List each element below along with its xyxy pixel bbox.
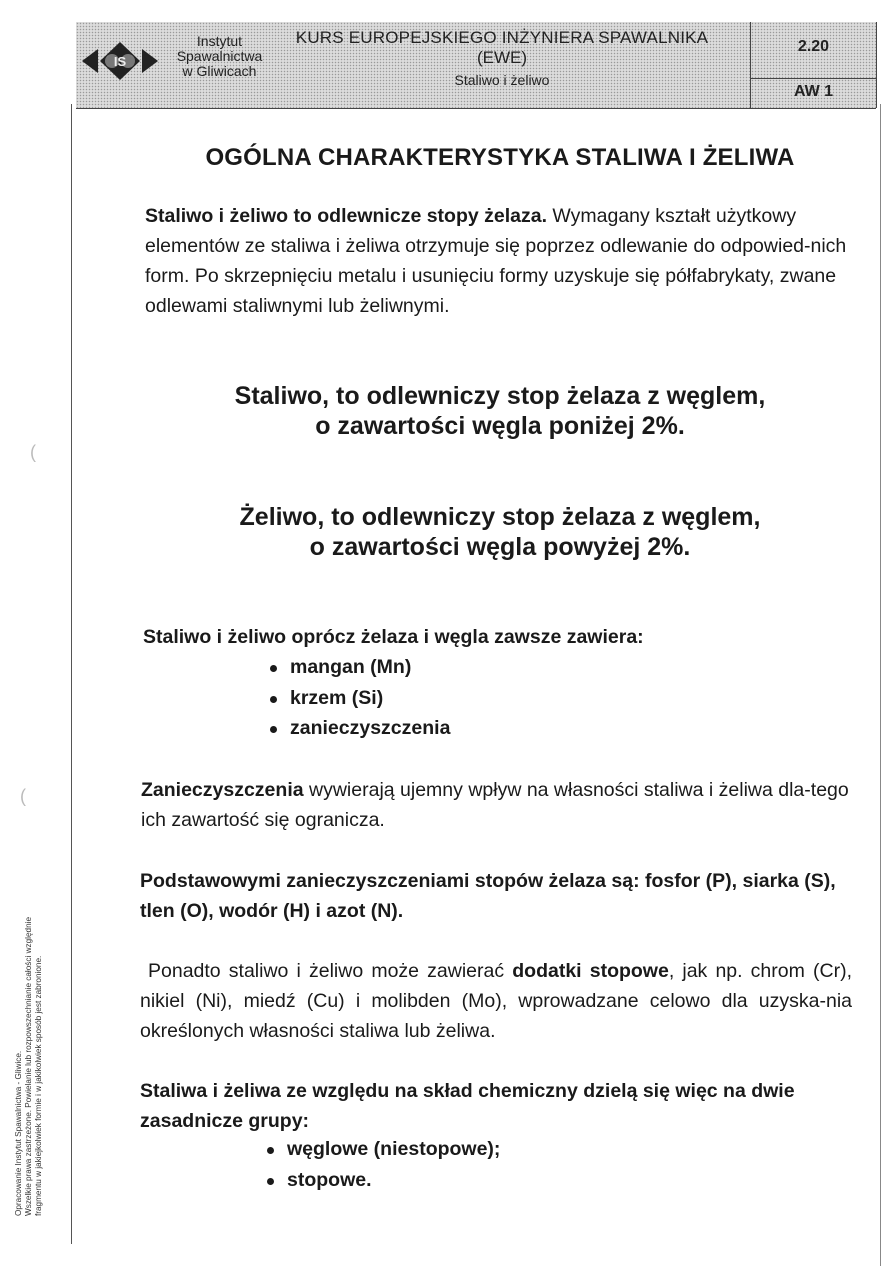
impurities-text: wywierają ujemny wpływ na własności staliwa i żeliwa dla-tego ich zawartość się ogranicza. xyxy=(141,779,849,831)
intro-paragraph xyxy=(145,201,865,321)
doc-code: AW 1 xyxy=(793,83,834,100)
copyright-line: Opracowanie Instytut Spawalnictwa - Gliwice. xyxy=(14,1050,23,1216)
impurities-bold: Zanieczyszczenia xyxy=(141,779,304,801)
institute-logo xyxy=(80,40,160,82)
logo-letters: IS xyxy=(113,54,127,69)
right-margin-rule xyxy=(880,104,881,1266)
copyright-line: fragmentu w jakiejkolwiek formie i w jakikolwiek sposób jest zabronione. xyxy=(34,955,43,1216)
alloy-text-2: , jak np. chrom (Cr), nikiel (Ni), miedź (Cu) i molibden (Mo), wprowadzane celowo dla uzyska-nia określonych własności staliwa lub żeliwa. xyxy=(140,960,852,1042)
institute-line: w Gliwicach xyxy=(182,63,257,79)
alloying-paragraph xyxy=(140,956,852,1046)
definition-line: o zawartości węgla powyżej 2%. xyxy=(309,533,691,561)
scan-artifact: ( xyxy=(20,786,26,806)
course-abbrev: (EWE) xyxy=(476,48,528,67)
institute-name xyxy=(162,34,277,79)
institute-line: Instytut xyxy=(196,33,243,49)
course-title: KURS EUROPEJSKIEGO INŻYNIERA SPAWALNIKA xyxy=(295,28,709,47)
alloy-text-1: Ponadto staliwo i żeliwo może zawierać xyxy=(148,960,513,982)
page-title: OGÓLNA CHARAKTERYSTYKA STALIWA I ŻELIWA xyxy=(205,144,795,171)
list-item: stopowe. xyxy=(265,1165,500,1196)
basic-impurities-paragraph: Podstawowymi zanieczyszczeniami stopów żelaza są: fosfor (P), siarka (S), tlen (O), wodór (H) i azot (N). xyxy=(140,870,836,922)
page-header xyxy=(76,22,876,109)
contains-lead: Staliwo i żeliwo oprócz żelaza i węgla zawsze zawiera: xyxy=(143,626,644,648)
intro-text: Wymagany kształt użytkowy elementów ze staliwa i żeliwa otrzymuje się poprzez odlewanie do odpowied-nich form. Po skrzepnięciu metalu i usunięciu formy uzyskuje się półfabrykaty, zwane odlewami staliwnymi lub żeliwnymi. xyxy=(145,205,847,317)
left-margin-rule xyxy=(71,104,72,1244)
course-topic: Staliwo i żeliwo xyxy=(454,72,550,88)
document-code-box xyxy=(750,22,877,108)
definition-line: Żeliwo, to odlewniczy stop żelaza z węglem, xyxy=(239,503,761,531)
course-block xyxy=(282,28,722,90)
copyright-line: Wszelkie prawa zastrzeżone. Powielanie lub rozpowszechnianie całości względnie xyxy=(24,917,33,1216)
list-item: krzem (Si) xyxy=(268,683,450,714)
definition-line: Staliwo, to odlewniczy stop żelaza z węglem, xyxy=(234,382,766,410)
impurities-paragraph xyxy=(141,775,851,835)
steel-definition xyxy=(90,381,893,441)
contains-list xyxy=(268,652,450,744)
list-item: mangan (Mn) xyxy=(268,652,450,683)
copyright-notice xyxy=(14,856,44,1216)
list-item: zanieczyszczenia xyxy=(268,713,450,744)
scan-artifact: ( xyxy=(30,442,36,462)
page-code: 2.20 xyxy=(797,38,830,55)
iron-definition xyxy=(90,502,893,562)
code-divider xyxy=(751,78,876,79)
list-item: węglowe (niestopowe); xyxy=(265,1134,500,1165)
intro-bold: Staliwo i żeliwo to odlewnicze stopy żelaza. xyxy=(145,205,547,227)
groups-lead: Staliwa i żeliwa ze względu na skład chemiczny dzielą się więc na dwie zasadnicze grupy: xyxy=(140,1080,795,1132)
definition-line: o zawartości węgla poniżej 2%. xyxy=(315,412,685,440)
groups-list xyxy=(265,1134,500,1195)
institute-line: Spawalnictwa xyxy=(176,48,263,64)
alloy-bold: dodatki stopowe xyxy=(512,960,669,982)
